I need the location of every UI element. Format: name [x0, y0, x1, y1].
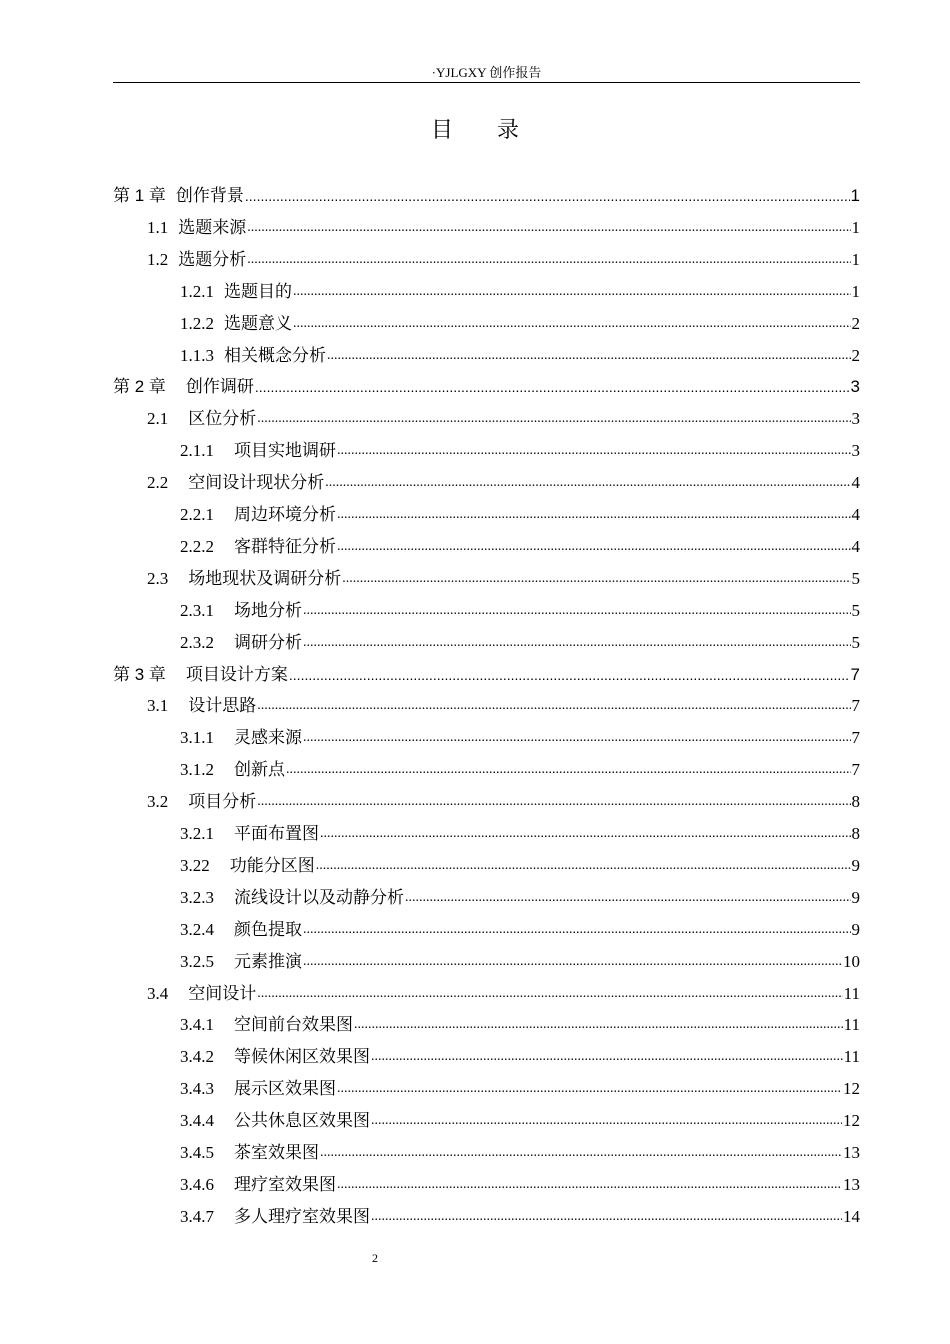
toc-leader-dots — [327, 347, 851, 365]
toc-entry[interactable] — [180, 1137, 860, 1169]
toc-entry-page: 5 — [851, 600, 860, 620]
toc-entry-label: 颜色提取 — [234, 919, 302, 939]
toc-leader-dots — [405, 889, 851, 907]
toc-leader-dots — [371, 1208, 842, 1226]
toc-leader-dots — [337, 538, 851, 556]
toc-entry-number: 第 1 章 — [113, 186, 166, 205]
toc-entry-number: 3.4.2 — [180, 1047, 214, 1067]
toc-entry-page: 10 — [843, 951, 860, 971]
toc-entry[interactable] — [180, 914, 860, 946]
toc-entry-label: 周边环境分析 — [234, 505, 336, 524]
toc-entry-page: 4 — [851, 505, 860, 524]
toc-entry-number: 3.4.3 — [180, 1079, 214, 1099]
toc-leader-dots — [286, 761, 851, 779]
toc-entry-number: 2.1 — [147, 409, 169, 429]
toc-entry-number: 3.4.6 — [180, 1174, 214, 1194]
toc-entry-label: 功能分区图 — [229, 855, 315, 875]
toc-entry[interactable] — [180, 595, 860, 627]
toc-entry[interactable] — [180, 1073, 860, 1105]
page-number: 2 — [372, 1251, 378, 1265]
toc-entry[interactable] — [180, 276, 860, 308]
toc-title-char-1: 目 — [430, 117, 453, 142]
toc-entry-number: 3.22 — [180, 855, 210, 875]
toc-entry-number: 2.3 — [147, 568, 169, 588]
toc-entry-label: 选题目的 — [224, 281, 292, 301]
toc-entry[interactable] — [180, 1169, 860, 1201]
toc-entry[interactable] — [180, 340, 860, 372]
toc-leader-dots — [354, 1016, 843, 1034]
toc-entry-label: 客群特征分析 — [234, 536, 336, 556]
toc-entry-label: 设计思路 — [188, 696, 257, 716]
toc-leader-dots — [293, 283, 851, 301]
toc-entry-label: 灵感来源 — [234, 728, 302, 748]
header-text: ·YJLGXY 创作报告 — [431, 65, 542, 80]
toc-leader-dots — [320, 1144, 842, 1162]
toc-entry-page: 5 — [851, 632, 860, 652]
toc-entry-label: 项目实地调研 — [234, 441, 336, 461]
toc-entry[interactable] — [113, 659, 860, 691]
toc-entry[interactable] — [180, 1105, 860, 1137]
toc-leader-dots — [371, 1048, 843, 1066]
toc-entry-page: 3 — [851, 409, 860, 429]
toc-entry-page: 9 — [851, 887, 860, 907]
toc-leader-dots — [337, 1176, 842, 1194]
toc-entry-page: 7 — [850, 664, 860, 684]
toc-entry-page: 12 — [843, 1111, 860, 1131]
toc-entry[interactable] — [180, 1009, 860, 1041]
page-footer — [0, 1250, 750, 1266]
toc-entry-number: 第 2 章 — [113, 377, 166, 397]
toc-entry-label: 区位分析 — [188, 409, 257, 429]
toc-entry-label: 多人理疗室效果图 — [234, 1206, 370, 1226]
toc-entry-page: 11 — [843, 1015, 860, 1035]
toc-entry-page: 11 — [843, 983, 860, 1003]
toc-entry-number: 1.1.3 — [180, 345, 214, 365]
toc-entry-page: 1 — [850, 186, 860, 205]
toc-entry[interactable] — [180, 946, 860, 978]
toc-entry-page: 2 — [851, 345, 860, 365]
toc-entry-label: 平面布置图 — [234, 824, 319, 843]
toc-entry[interactable] — [180, 882, 860, 914]
toc-entry[interactable] — [180, 499, 860, 531]
toc-leader-dots — [371, 1112, 842, 1130]
toc-entry-number: 1.2.1 — [180, 281, 214, 301]
toc-title-char-2: 录 — [497, 117, 520, 142]
toc-entry[interactable] — [180, 754, 860, 786]
toc-entry-number: 2.3.1 — [180, 600, 214, 620]
toc-entry-number: 3.2.5 — [180, 951, 214, 971]
toc-entry-page: 1 — [851, 217, 860, 237]
toc-leader-dots — [316, 857, 851, 875]
toc-entry-number: 3.4.5 — [180, 1143, 214, 1162]
toc-entry[interactable] — [147, 786, 860, 818]
toc-leader-dots — [257, 985, 842, 1003]
toc-entry-number: 2.3.2 — [180, 632, 214, 652]
toc-entry-label: 展示区效果图 — [234, 1079, 336, 1099]
toc-entry-label: 创作调研 — [185, 377, 254, 397]
toc-entry-page: 4 — [851, 536, 860, 556]
toc-entry[interactable] — [180, 435, 860, 467]
toc-entry-label: 调研分析 — [234, 632, 302, 652]
toc-entry-label: 元素推演 — [234, 951, 302, 971]
toc-entry[interactable] — [147, 978, 860, 1010]
toc-entry[interactable] — [147, 563, 860, 595]
toc-entry-number: 2.2.1 — [180, 505, 214, 524]
toc-entry-number: 3.4.4 — [180, 1111, 214, 1131]
toc-entry-number: 3.4.1 — [180, 1015, 214, 1035]
toc-entry[interactable] — [180, 1041, 860, 1073]
toc-entry-label: 空间前台效果图 — [234, 1015, 353, 1035]
toc-entry-page: 5 — [851, 568, 860, 588]
toc-leader-dots — [257, 410, 850, 428]
toc-entry-number: 2.2 — [147, 473, 169, 493]
toc-entry[interactable] — [180, 308, 860, 340]
toc-entry-page: 1 — [851, 249, 860, 269]
toc-leader-dots — [303, 634, 851, 652]
toc-entry-label: 创作背景 — [175, 186, 244, 205]
toc-entry[interactable] — [147, 690, 860, 722]
toc-leader-dots — [247, 251, 850, 269]
toc-entry-label: 相关概念分析 — [224, 345, 326, 365]
toc-entry-number: 3.2 — [147, 792, 169, 812]
toc-entry-label: 选题来源 — [178, 217, 247, 237]
toc-entry-label: 场地现状及调研分析 — [188, 568, 342, 588]
toc-entry[interactable] — [180, 1201, 860, 1233]
toc-leader-dots — [337, 1080, 842, 1098]
toc-title — [0, 115, 950, 145]
toc-entry-page: 3 — [851, 441, 860, 461]
toc-leader-dots — [303, 921, 851, 939]
toc-entry-label: 项目设计方案 — [185, 664, 288, 684]
toc-entry-number: 1.2 — [147, 249, 169, 269]
toc-entry[interactable] — [180, 722, 860, 754]
toc-entry[interactable] — [113, 371, 860, 403]
toc-entry-label: 茶室效果图 — [234, 1143, 319, 1162]
toc-entry-label: 场地分析 — [234, 600, 302, 620]
toc-entry-number: 第 3 章 — [113, 664, 166, 684]
toc-leader-dots — [293, 315, 851, 333]
toc-entry-label: 理疗室效果图 — [234, 1174, 336, 1194]
toc-entry-page: 11 — [843, 1047, 860, 1067]
toc-leader-dots — [257, 697, 850, 715]
toc-entry-number: 1.1 — [147, 217, 169, 237]
toc-entry[interactable] — [147, 212, 860, 244]
toc-entry-page: 13 — [843, 1174, 860, 1194]
toc-entry-page: 8 — [851, 824, 860, 843]
toc-entry-number: 1.2.2 — [180, 313, 214, 333]
toc-entry-number: 3.2.4 — [180, 919, 214, 939]
toc-entry-number: 3.1.2 — [180, 760, 214, 780]
toc-leader-dots — [247, 219, 850, 237]
toc-leader-dots — [257, 793, 850, 811]
toc-entry-page: 1 — [851, 281, 860, 301]
toc-entry-label: 选题分析 — [178, 249, 247, 269]
toc-entry-page: 8 — [851, 792, 860, 812]
toc-leader-dots — [303, 602, 851, 620]
toc-entry-page: 9 — [851, 855, 860, 875]
running-header — [113, 64, 860, 83]
toc-entry-label: 公共休息区效果图 — [234, 1111, 370, 1131]
toc-entry-page: 9 — [851, 919, 860, 939]
toc-leader-dots — [255, 378, 850, 396]
toc-entry-page: 4 — [851, 473, 860, 493]
toc-entry-page: 7 — [851, 696, 860, 716]
toc-leader-dots — [289, 666, 850, 684]
toc-entry-label: 选题意义 — [224, 313, 292, 333]
toc-entry-page: 7 — [851, 760, 860, 780]
toc-leader-dots — [342, 570, 850, 588]
toc-entry-label: 空间设计 — [188, 983, 257, 1003]
toc-entry-page: 7 — [851, 728, 860, 748]
toc-entry[interactable] — [180, 818, 860, 850]
toc-entry-page: 12 — [843, 1079, 860, 1099]
toc-leader-dots — [325, 474, 850, 492]
toc-entry-number: 3.2.3 — [180, 887, 214, 907]
toc-entry[interactable] — [113, 180, 860, 212]
toc-leader-dots — [303, 729, 851, 747]
toc-entry-label: 流线设计以及动静分析 — [234, 887, 404, 907]
toc-entry-number: 3.1 — [147, 696, 169, 716]
toc-entry-number: 2.2.2 — [180, 536, 214, 556]
toc-leader-dots — [303, 953, 842, 971]
toc-entry[interactable] — [147, 244, 860, 276]
toc-entry-number: 2.1.1 — [180, 441, 214, 461]
toc-entry-number: 3.2.1 — [180, 824, 214, 843]
toc-leader-dots — [337, 442, 851, 460]
toc-entry-number: 3.4 — [147, 983, 169, 1003]
toc-entry-label: 创新点 — [234, 760, 285, 780]
toc-entry-page: 2 — [851, 313, 860, 333]
toc-entry[interactable] — [180, 531, 860, 563]
toc-entry-number: 3.4.7 — [180, 1206, 214, 1226]
toc-entry[interactable] — [180, 627, 860, 659]
toc-entry-label: 空间设计现状分析 — [188, 473, 325, 493]
toc-entry-number: 3.1.1 — [180, 728, 214, 748]
toc-entry-label: 项目分析 — [188, 792, 257, 812]
toc-entry[interactable] — [147, 403, 860, 435]
toc-leader-dots — [337, 506, 851, 524]
toc-entry-label: 等候休闲区效果图 — [234, 1047, 370, 1067]
toc-entry[interactable] — [147, 467, 860, 499]
toc-entry[interactable] — [180, 850, 860, 882]
toc-entry-page: 3 — [850, 377, 860, 397]
toc-leader-dots — [320, 825, 851, 843]
toc-entry-page: 14 — [843, 1206, 860, 1226]
toc-leader-dots — [245, 187, 850, 205]
toc-entry-page: 13 — [843, 1143, 860, 1162]
